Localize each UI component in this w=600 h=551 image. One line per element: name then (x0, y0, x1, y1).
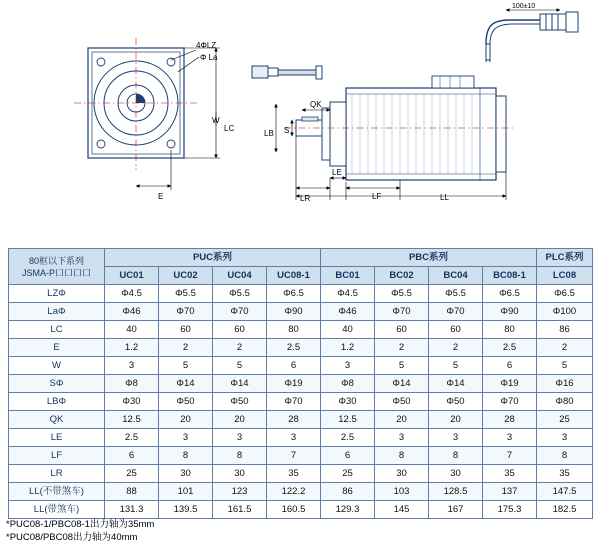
cell: 86 (321, 483, 375, 501)
cell: 25 (537, 411, 593, 429)
table-row (9, 303, 593, 321)
cell: Φ5.5 (429, 285, 483, 303)
cell: 3 (483, 429, 537, 447)
cell: 8 (375, 447, 429, 465)
cell: Φ6.5 (483, 285, 537, 303)
cell: 3 (429, 429, 483, 447)
cell: 40 (321, 321, 375, 339)
col-bc04: BC04 (429, 267, 483, 285)
cell: Φ80 (537, 393, 593, 411)
encoder-cable (252, 66, 322, 79)
table-row (9, 357, 593, 375)
cell: 2 (375, 339, 429, 357)
cell: 147.5 (537, 483, 593, 501)
cell: Φ19 (483, 375, 537, 393)
cell: Φ100 (537, 303, 593, 321)
cell: Φ14 (159, 375, 213, 393)
row-label-lf: LF (9, 447, 105, 465)
cell: Φ14 (375, 375, 429, 393)
cell: Φ70 (429, 303, 483, 321)
corner-line-2: JSMA-P口口口口 (21, 267, 91, 278)
cell: Φ5.5 (159, 285, 213, 303)
cell: 80 (267, 321, 321, 339)
label-lc: LC (224, 124, 235, 133)
cell: 30 (429, 465, 483, 483)
cell: 80 (483, 321, 537, 339)
cell: Φ6.5 (537, 285, 593, 303)
cell: Φ30 (105, 393, 159, 411)
cell: 2.5 (483, 339, 537, 357)
cell: 2 (213, 339, 267, 357)
label-e: E (158, 192, 164, 201)
cell: 20 (429, 411, 483, 429)
cell: 101 (159, 483, 213, 501)
cell: 123 (213, 483, 267, 501)
cell: 7 (483, 447, 537, 465)
cell: 60 (429, 321, 483, 339)
cell: Φ70 (213, 303, 267, 321)
cell: 5 (375, 357, 429, 375)
cell: 20 (375, 411, 429, 429)
group-header-puc: PUC系列 (105, 249, 321, 267)
label-bolt-circle: Φ La (200, 53, 218, 62)
cell: 60 (213, 321, 267, 339)
label-bolt-hole: 4ΦLZ (196, 41, 217, 50)
table-row (9, 447, 593, 465)
cell: Φ90 (483, 303, 537, 321)
cell: Φ5.5 (213, 285, 267, 303)
cell: 35 (483, 465, 537, 483)
group-header-plc: PLC系列 (537, 249, 593, 267)
cell: 88 (105, 483, 159, 501)
cell: 3 (267, 429, 321, 447)
row-label-lb: LBΦ (9, 393, 105, 411)
cell: 3 (105, 357, 159, 375)
cell: 6 (321, 447, 375, 465)
cell: 7 (267, 447, 321, 465)
cell: Φ50 (213, 393, 267, 411)
cell: 5 (213, 357, 267, 375)
label-lb: LB (264, 129, 274, 138)
corner-line-1: 80框以下系列 (28, 255, 84, 266)
cell: 3 (321, 357, 375, 375)
footnotes (6, 518, 154, 544)
table-row (9, 285, 593, 303)
cell: Φ70 (483, 393, 537, 411)
cell: 2.5 (321, 429, 375, 447)
label-lf: LF (372, 192, 382, 201)
table-corner-cell (9, 249, 105, 285)
cell: Φ14 (429, 375, 483, 393)
table-row (9, 375, 593, 393)
cell: Φ46 (321, 303, 375, 321)
cell: 8 (429, 447, 483, 465)
row-label-ll-no-brake: LL(不带煞车) (9, 483, 105, 501)
table-row (9, 483, 593, 501)
cell: Φ30 (321, 393, 375, 411)
cell: 5 (537, 357, 593, 375)
cell: Φ14 (213, 375, 267, 393)
cell: 161.5 (213, 501, 267, 519)
row-label-le: LE (9, 429, 105, 447)
cell: 20 (159, 411, 213, 429)
col-bc01: BC01 (321, 267, 375, 285)
cell: 131.3 (105, 501, 159, 519)
cell: 3 (159, 429, 213, 447)
row-label-w: W (9, 357, 105, 375)
cell: Φ70 (267, 393, 321, 411)
row-label-ll-brake: LL(带煞车) (9, 501, 105, 519)
cell: 8 (213, 447, 267, 465)
cell: 129.3 (321, 501, 375, 519)
col-bc08-1: BC08-1 (483, 267, 537, 285)
col-uc02: UC02 (159, 267, 213, 285)
specification-table (8, 248, 592, 519)
table-row (9, 339, 593, 357)
cell: Φ5.5 (375, 285, 429, 303)
cell: 175.3 (483, 501, 537, 519)
cell: 2.5 (105, 429, 159, 447)
cell: Φ8 (105, 375, 159, 393)
cell: Φ50 (429, 393, 483, 411)
cell: Φ50 (159, 393, 213, 411)
row-label-qk: QK (9, 411, 105, 429)
label-s: S (284, 126, 290, 135)
cell: Φ50 (375, 393, 429, 411)
label-ll: LL (440, 193, 449, 202)
cell: 35 (537, 465, 593, 483)
cell: 8 (537, 447, 593, 465)
cell: 35 (267, 465, 321, 483)
cell: Φ46 (105, 303, 159, 321)
label-cable-length: 100±10 (512, 3, 536, 10)
cell: 8 (159, 447, 213, 465)
cell: 12.5 (105, 411, 159, 429)
cell: Φ4.5 (105, 285, 159, 303)
cell: 128.5 (429, 483, 483, 501)
cell: 40 (105, 321, 159, 339)
cell: Φ4.5 (321, 285, 375, 303)
table-group-header-row (9, 249, 593, 267)
cell: 12.5 (321, 411, 375, 429)
cell: 30 (375, 465, 429, 483)
cell: Φ8 (321, 375, 375, 393)
cell: 139.5 (159, 501, 213, 519)
table-row (9, 465, 593, 483)
row-label-e: E (9, 339, 105, 357)
col-bc02: BC02 (375, 267, 429, 285)
cell: 167 (429, 501, 483, 519)
cell: 28 (483, 411, 537, 429)
cell: 60 (375, 321, 429, 339)
footnote-1: *PUC08-1/PBC08-1出力轴为35mm (6, 519, 155, 530)
label-lr: LR (300, 194, 311, 203)
cell: 160.5 (267, 501, 321, 519)
cell: 86 (537, 321, 593, 339)
row-label-lc: LC (9, 321, 105, 339)
cell: 6 (105, 447, 159, 465)
cell: 2 (159, 339, 213, 357)
cell: 2 (429, 339, 483, 357)
table-row (9, 321, 593, 339)
group-header-pbc: PBC系列 (321, 249, 537, 267)
cell: 182.5 (537, 501, 593, 519)
col-uc01: UC01 (105, 267, 159, 285)
cell: 3 (375, 429, 429, 447)
cell: 1.2 (105, 339, 159, 357)
table-row (9, 411, 593, 429)
cell: 2.5 (267, 339, 321, 357)
row-label-s: SΦ (9, 375, 105, 393)
cell: 122.2 (267, 483, 321, 501)
dimension-drawing (0, 0, 600, 232)
col-uc08-1: UC08-1 (267, 267, 321, 285)
cell: 28 (267, 411, 321, 429)
cell: 2 (537, 339, 593, 357)
cell: 137 (483, 483, 537, 501)
cell: 30 (213, 465, 267, 483)
connector-assembly (486, 12, 578, 62)
table-row (9, 501, 593, 519)
label-w: W (212, 116, 220, 125)
cell: 3 (537, 429, 593, 447)
cell: 6 (267, 357, 321, 375)
table-row (9, 393, 593, 411)
cell: Φ70 (375, 303, 429, 321)
cell: Φ6.5 (267, 285, 321, 303)
cell: 5 (159, 357, 213, 375)
row-label-lz: LZΦ (9, 285, 105, 303)
row-label-lr: LR (9, 465, 105, 483)
cell: Φ90 (267, 303, 321, 321)
cell: 103 (375, 483, 429, 501)
footnote-2: *PUC08/PBC08出力轴为40mm (6, 532, 138, 543)
cell: 145 (375, 501, 429, 519)
cell: 1.2 (321, 339, 375, 357)
col-uc04: UC04 (213, 267, 267, 285)
label-le: LE (332, 168, 342, 177)
table-row (9, 429, 593, 447)
cell: Φ16 (537, 375, 593, 393)
cell: 30 (159, 465, 213, 483)
cell: Φ19 (267, 375, 321, 393)
cell: 5 (429, 357, 483, 375)
cell: Φ70 (159, 303, 213, 321)
cell: 6 (483, 357, 537, 375)
col-lc08: LC08 (537, 267, 593, 285)
cell: 20 (213, 411, 267, 429)
row-label-la: LaΦ (9, 303, 105, 321)
cell: 60 (159, 321, 213, 339)
cell: 25 (321, 465, 375, 483)
cell: 3 (213, 429, 267, 447)
label-qk: QK (310, 100, 322, 109)
cell: 25 (105, 465, 159, 483)
